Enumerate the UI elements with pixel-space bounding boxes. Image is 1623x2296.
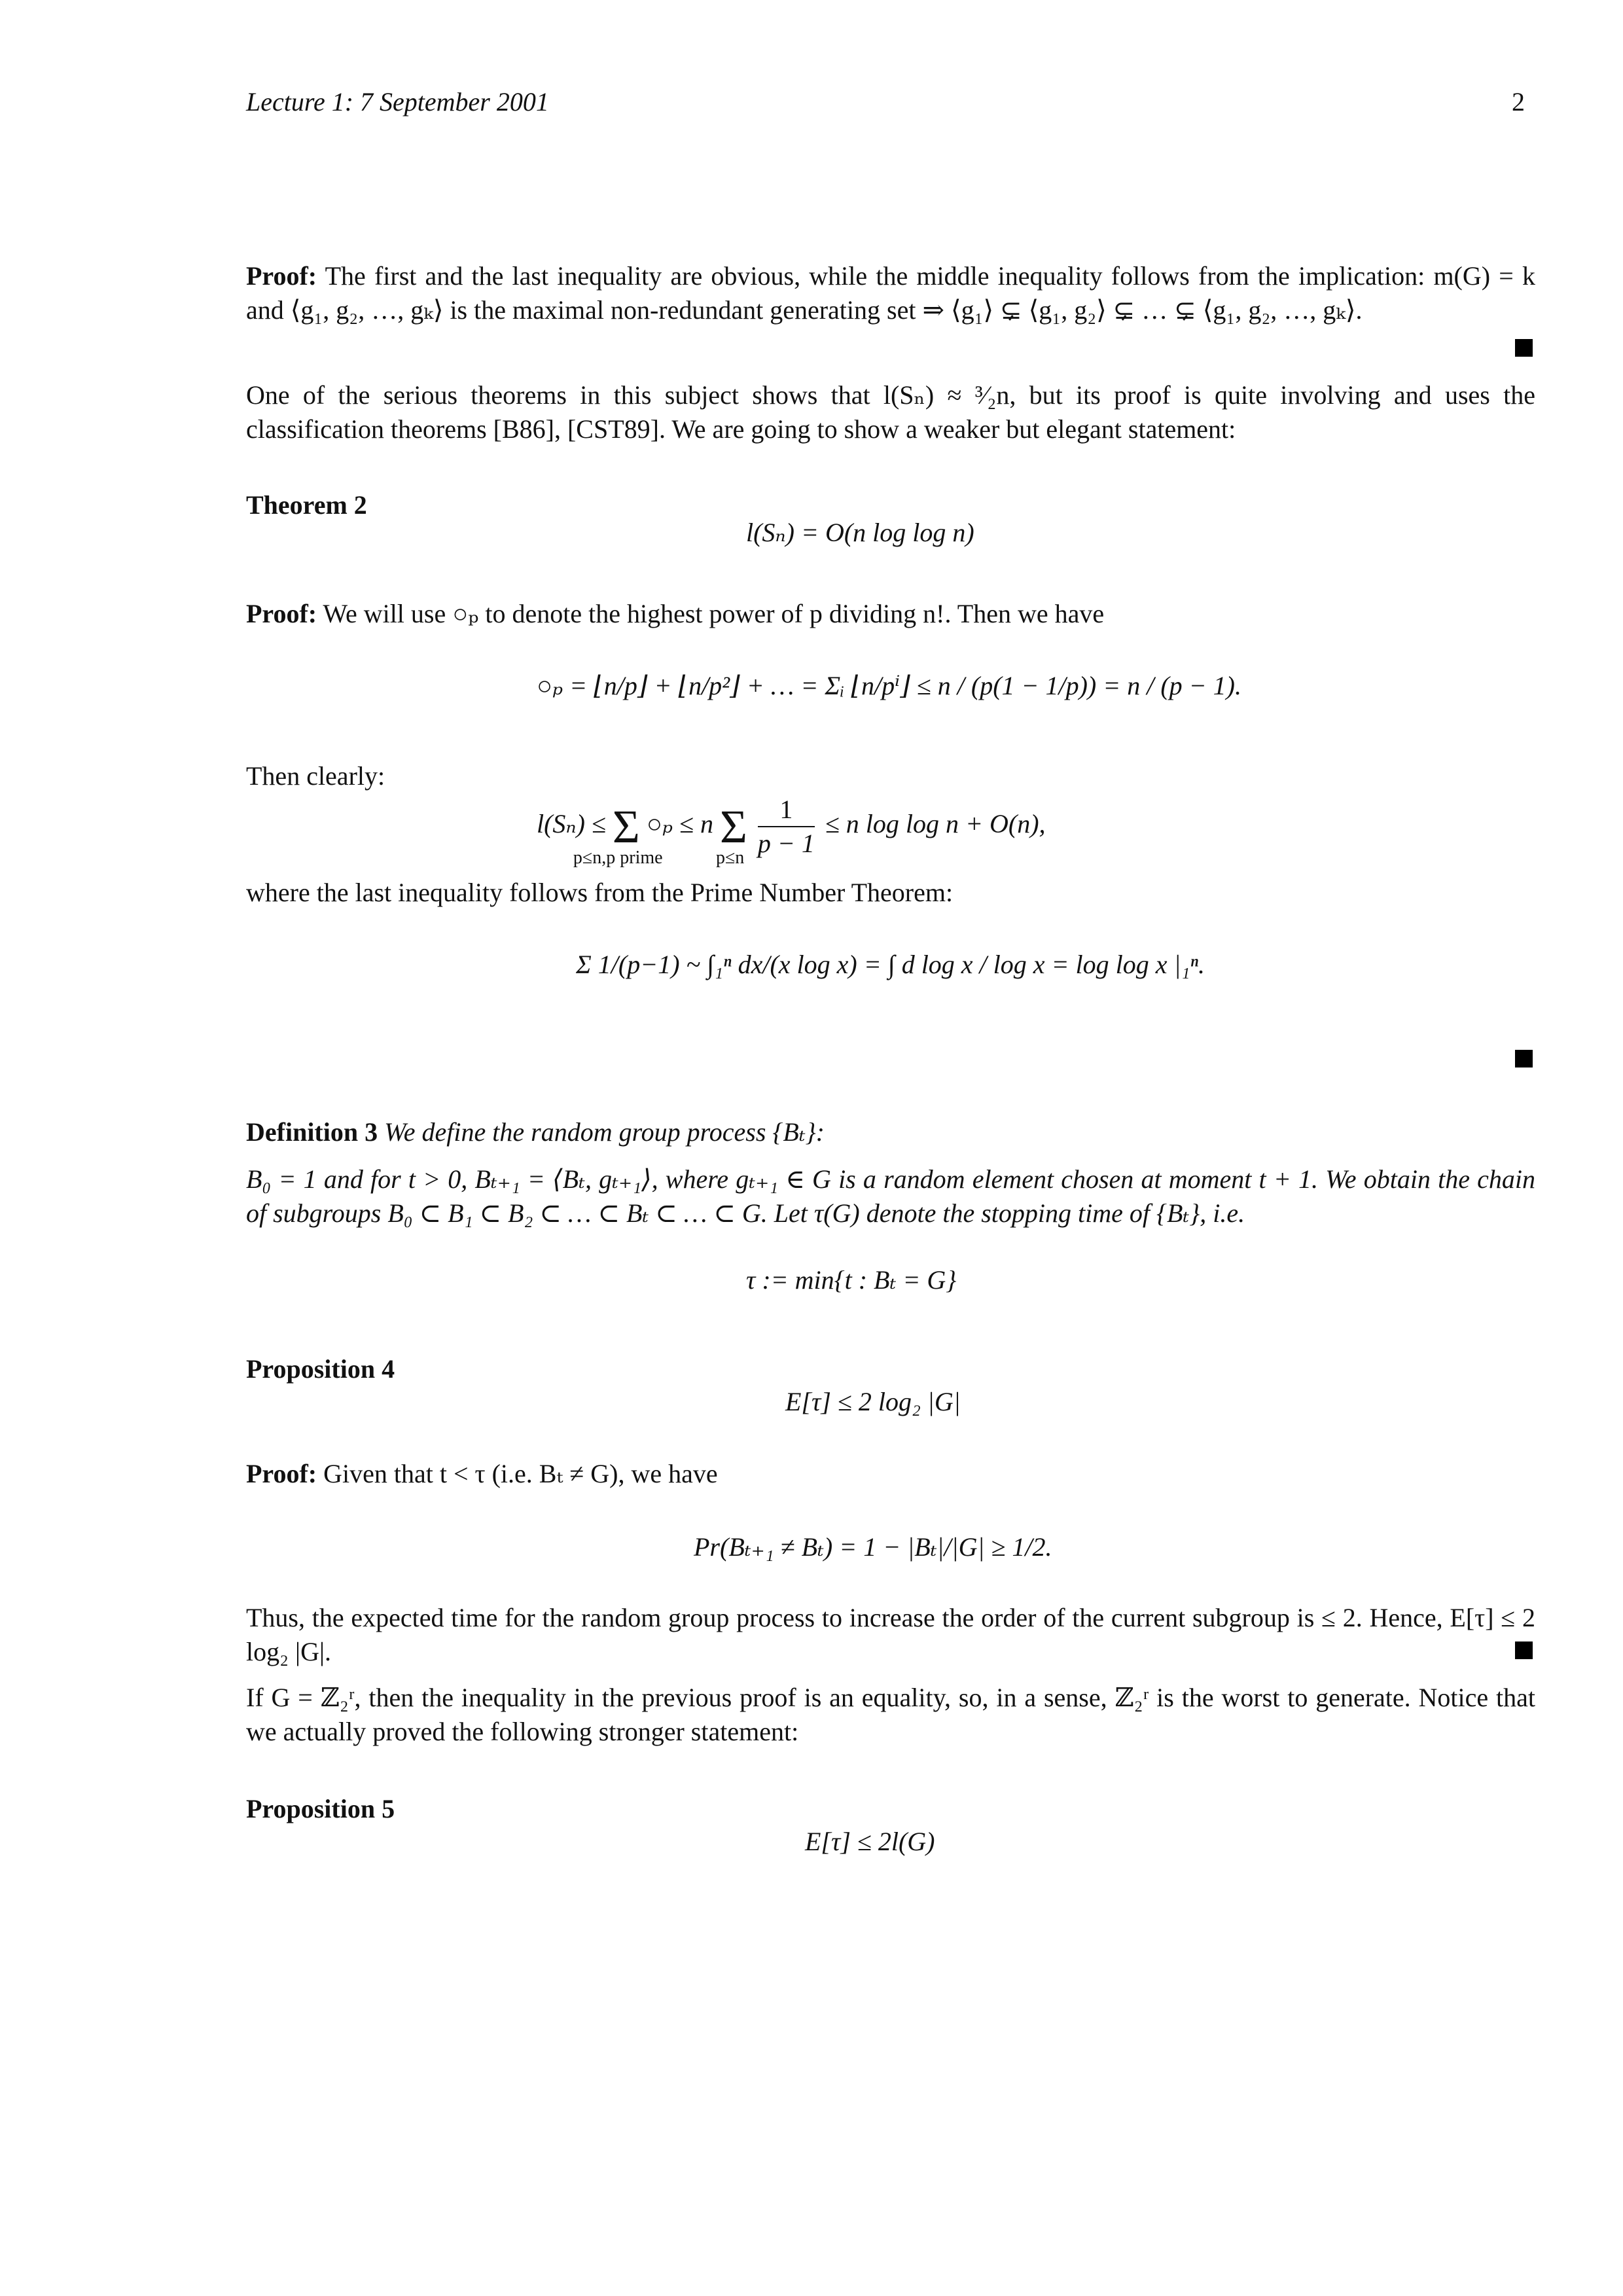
then-clearly-text: Then clearly:	[246, 761, 385, 791]
proof-label: Proof:	[246, 261, 317, 291]
proof-conclusion: Thus, the expected time for the random group process to increase the order of the current subgroup is ≤ 2. Hence, E[τ] ≤ 2 log₂ |G|.	[246, 1603, 1535, 1666]
proof-paragraph-2	[246, 597, 1535, 631]
running-header: Lecture 1: 7 September 2001	[246, 87, 549, 117]
proof-paragraph-1	[246, 259, 1535, 327]
qed-square-icon	[1515, 1050, 1533, 1067]
proposition-5-heading: Proposition 5	[246, 1794, 395, 1823]
proposition-4-formula: E[τ] ≤ 2 log₂ |G|	[785, 1387, 961, 1416]
definition-lead-text: We define the random group process {Bₜ}:	[384, 1117, 825, 1147]
fraction-1-over-p-minus-1: $\frac{1}{p - 1}$	[757, 795, 815, 858]
sum-range-1: p≤n,p prime	[573, 847, 663, 868]
eq2-right: ≤ n log log n + O(n),	[825, 809, 1046, 839]
proof-paragraph-3	[246, 1457, 1535, 1491]
proof-text: Given that t < τ (i.e. Bₜ ≠ G), we have	[323, 1459, 718, 1488]
proof-label: Proof:	[246, 1459, 317, 1488]
equation-prime-number-theorem: Σ 1/(p−1) ~ ∫₁ⁿ dx/(x log x) = ∫ d log x / log x = log log x |₁ⁿ.	[576, 950, 1205, 979]
theorem-2-heading: Theorem 2	[246, 490, 367, 520]
eq2-mid: ○ₚ ≤ n	[646, 809, 713, 839]
paragraph-serious-theorems: One of the serious theorems in this subject shows that l(Sₙ) ≈ ³⁄₂n, but its proof is quite involving and uses the classification theorems [B86], [CST89]. We are going to show a weaker but elegant statement:	[246, 380, 1535, 444]
proof-label: Proof:	[246, 599, 317, 628]
eq2-left: l(Sₙ) ≤	[537, 809, 606, 839]
definition-3-lead	[246, 1115, 1535, 1149]
qed-square-icon	[1515, 1641, 1533, 1659]
paragraph-worst-to-generate: If G = ℤ₂ʳ, then the inequality in the previous proof is an equality, so, in a sense, ℤ₂ʳ is the worst to generate. Notice that we actually proved the following stronger statement:	[246, 1683, 1535, 1746]
equation-length-bound	[537, 793, 1046, 872]
proof-text: The first and the last inequality are obvious, while the middle inequality follows from the implication: m(G) = k and ⟨g₁, g₂, …, gₖ⟩ is the maximal non-redundant generating set ⇒ ⟨g₁⟩ ⊊ ⟨g₁, g₂⟩ ⊊ … ⊊ ⟨g₁, g₂, …, gₖ⟩.	[246, 261, 1536, 325]
theorem-2-formula: l(Sₙ) = O(n log log n)	[746, 518, 974, 547]
sum-symbol: Σ p≤n	[715, 800, 747, 868]
sum-symbol: Σ p≤n,p prime	[573, 800, 663, 868]
page-number: 2	[1512, 87, 1525, 117]
probability-formula: Pr(Bₜ₊₁ ≠ Bₜ) = 1 − |Bₜ|/|G| ≥ 1/2.	[694, 1532, 1052, 1562]
proposition-5-formula: E[τ] ≤ 2l(G)	[805, 1827, 935, 1856]
sum-range-2: p≤n	[715, 847, 745, 868]
definition-label: Definition 3	[246, 1117, 378, 1147]
stopping-time-formula: τ := min{t : Bₜ = G}	[746, 1265, 957, 1295]
proof-text: We will use ○ₚ to denote the highest power of p dividing n!. Then we have	[323, 599, 1105, 628]
where-text: where the last inequality follows from the Prime Number Theorem:	[246, 878, 954, 907]
definition-3-body: B₀ = 1 and for t > 0, Bₜ₊₁ = ⟨Bₜ, gₜ₊₁⟩, where gₜ₊₁ ∈ G is a random element chosen at moment t + 1. We obtain the chain of subgroups B₀ ⊂ B₁ ⊂ B₂ ⊂ … ⊂ Bₜ ⊂ … ⊂ G. Let τ(G) denote the stopping time of {Bₜ}, i.e.	[246, 1164, 1535, 1228]
equation-power-of-p: ○ₚ = ⌊n/p⌋ + ⌊n/p²⌋ + … = Σᵢ ⌊n/pⁱ⌋ ≤ n / (p(1 − 1/p)) = n / (p − 1).	[537, 671, 1241, 700]
qed-square-icon	[1515, 339, 1533, 357]
proposition-4-heading: Proposition 4	[246, 1354, 395, 1384]
